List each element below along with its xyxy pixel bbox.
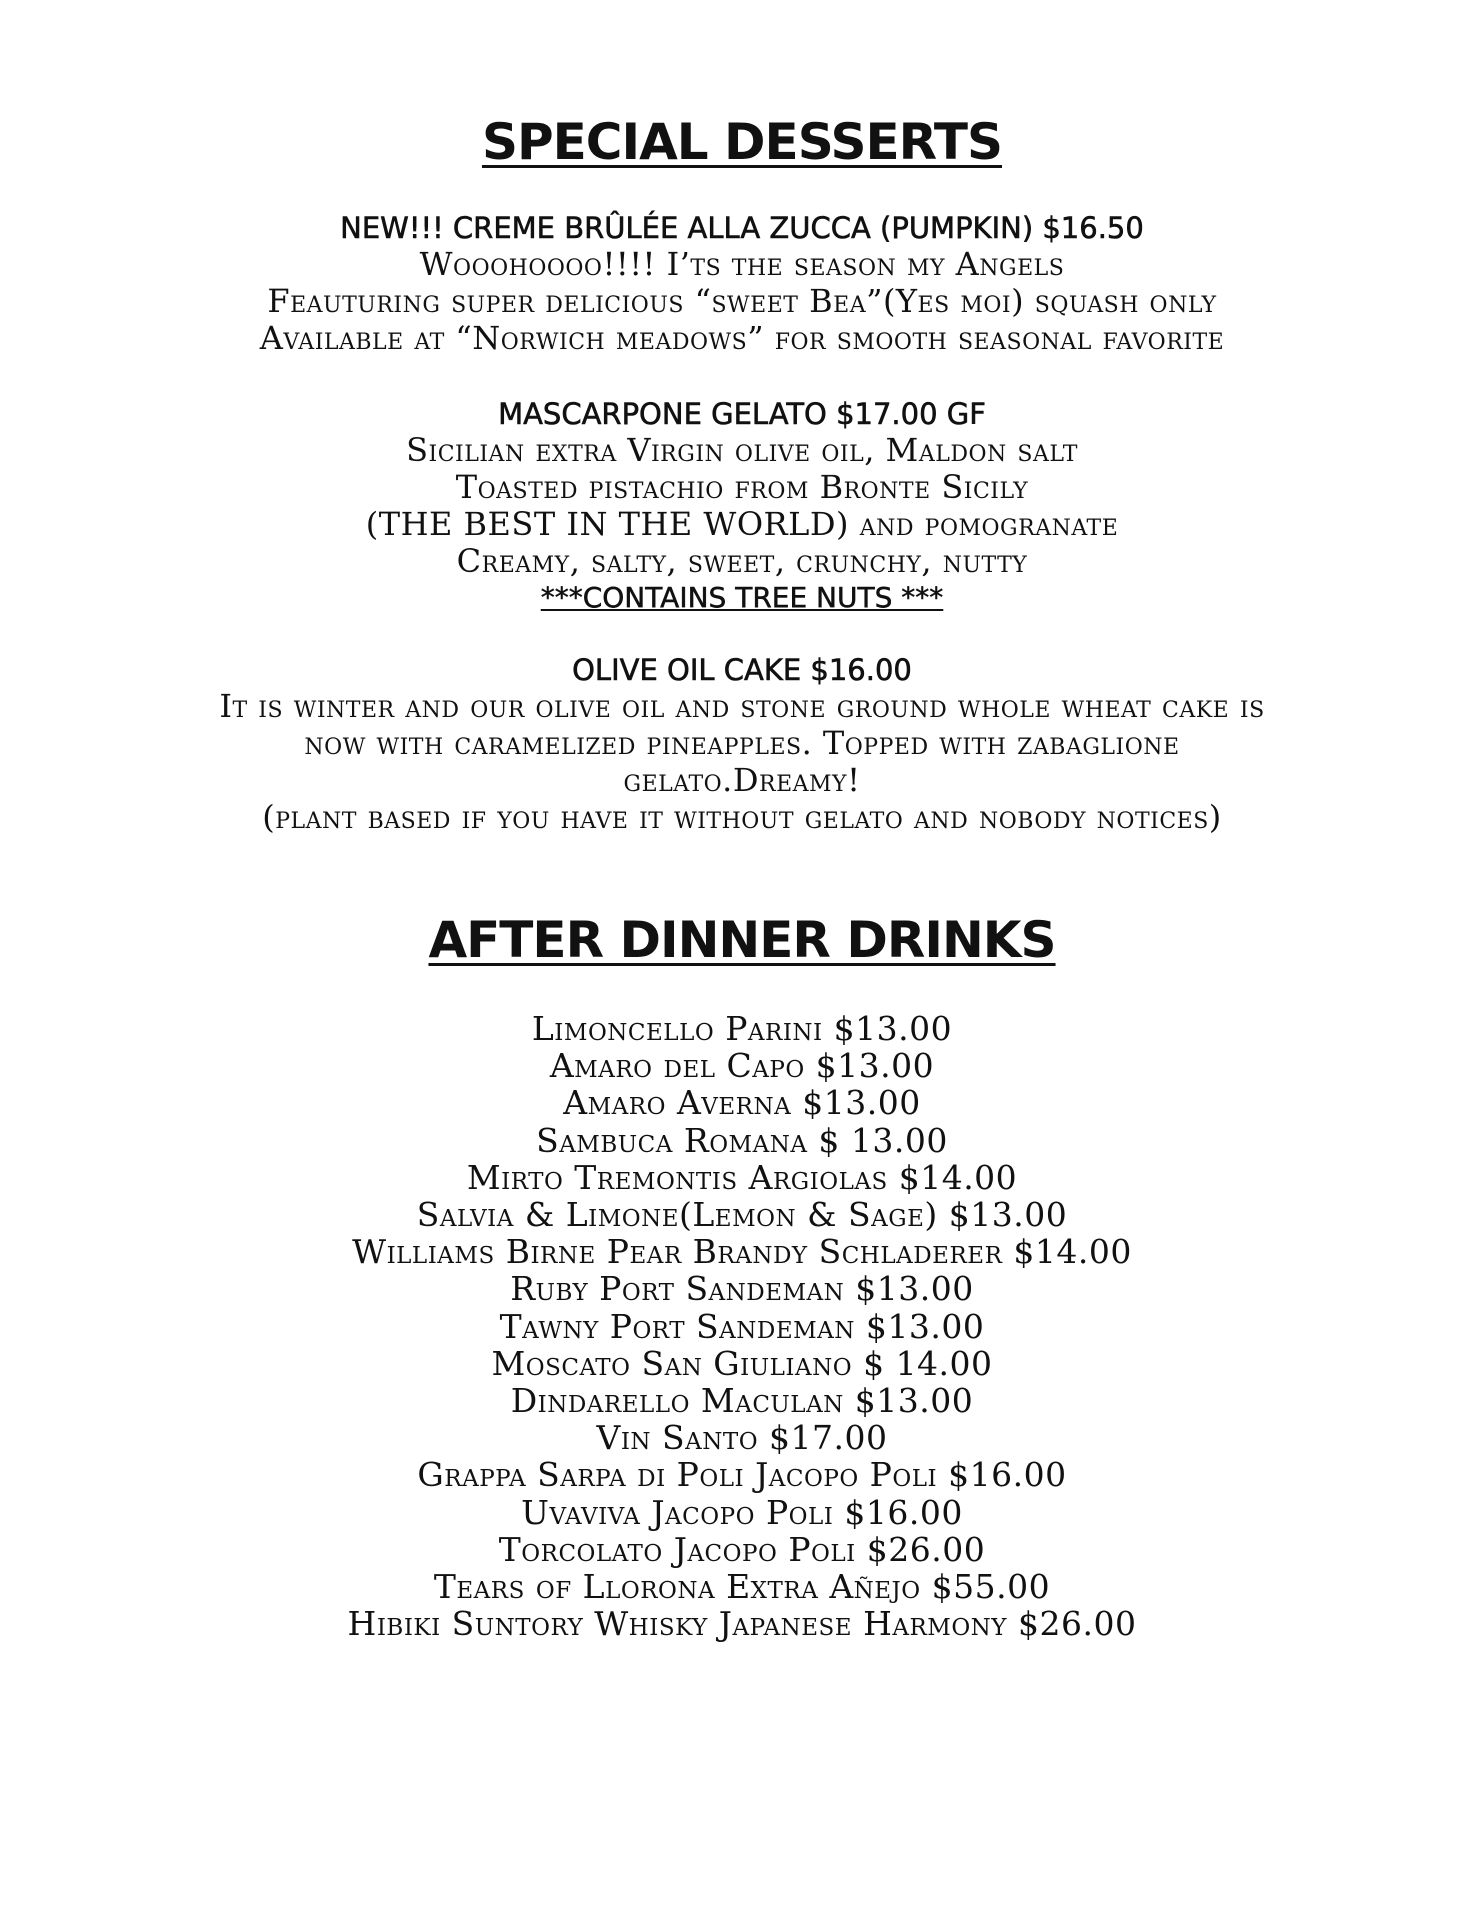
drink-item: Limoncello Parini $13.00 — [531, 1009, 953, 1048]
drink-item: Amaro del Capo $13.00 — [549, 1046, 935, 1086]
dessert-description-line: It is winter and our olive oil and stone ground whole wheat cake is — [219, 687, 1265, 725]
drink-item: Grappa Sarpa di Poli Jacopo Poli $16.00 — [417, 1455, 1067, 1495]
drinks-heading: AFTER DINNER DRINKS — [428, 911, 1056, 969]
drink-item: Tawny Port Sandeman $13.00 — [499, 1306, 985, 1346]
dessert-title: NEW!!! CREME BRÛLÉE ALLA ZUCCA (PUMPKIN) $16.50 — [340, 211, 1144, 245]
desserts-heading: SPECIAL DESSERTS — [481, 113, 1003, 171]
dessert-description-line: Sicilian extra Virgin olive oil, Maldon salt — [406, 431, 1078, 469]
dessert-title: OLIVE OIL CAKE $16.00 — [572, 653, 912, 687]
dessert-description-line: Feauturing super delicious “sweet Bea”(Yes moi) squash only — [267, 282, 1217, 320]
drink-item: Salvia & Limone(Lemon & Sage) $13.00 — [416, 1195, 1068, 1235]
drink-item: Torcolato Jacopo Poli $26.00 — [498, 1529, 986, 1569]
drinks-section — [0, 910, 1484, 970]
drink-item: Moscato San Giuliano $ 14.00 — [491, 1343, 993, 1383]
dessert-item-creme-brulee — [0, 210, 1484, 357]
drink-item: Williams Birne Pear Brandy Schladerer $14.00 — [352, 1232, 1132, 1272]
drinks-list — [0, 1010, 1484, 1642]
dessert-description-line: (plant based if you have it without gelato and nobody notices) — [262, 798, 1222, 836]
dessert-title: MASCARPONE GELATO $17.00 GF — [498, 397, 986, 431]
dessert-item-mascarpone-gelato — [0, 396, 1484, 616]
drink-item: Ruby Port Sandeman $13.00 — [510, 1269, 974, 1309]
allergen-warning: ***CONTAINS TREE NUTS *** — [540, 581, 944, 614]
dessert-description-line: now with caramelized pineapples. Topped with zabaglione — [304, 724, 1180, 762]
drink-item: Hibiki Suntory Whisky Japanese Harmony $26.00 — [347, 1604, 1137, 1644]
dessert-description-line: (THE BEST IN THE WORLD) and pomogranate — [365, 505, 1119, 543]
dessert-description-line: Creamy, salty, sweet, crunchy, nutty — [456, 542, 1028, 580]
desserts-section — [0, 112, 1484, 172]
dessert-description-line: Available at “Norwich meadows” for smooth seasonal favorite — [259, 319, 1225, 357]
drink-item: Amaro Averna $13.00 — [563, 1083, 921, 1123]
drink-item: Vin Santo $17.00 — [596, 1418, 888, 1458]
dessert-description-line: Toasted pistachio from Bronte Sicily — [455, 468, 1029, 506]
dessert-item-olive-oil-cake — [0, 652, 1484, 836]
drink-item: Uvaviva Jacopo Poli $16.00 — [521, 1492, 963, 1532]
drink-item: Tears of Llorona Extra Añejo $55.00 — [433, 1567, 1051, 1607]
drink-item: Sambuca Romana $ 13.00 — [536, 1120, 948, 1160]
drink-item: Mirto Tremontis Argiolas $14.00 — [466, 1157, 1018, 1197]
drink-item: Dindarello Maculan $13.00 — [510, 1381, 974, 1421]
dessert-description-line: Wooohoooo!!!! I’ts the season my Angels — [419, 245, 1065, 283]
dessert-description-line: gelato.Dreamy! — [623, 761, 861, 799]
